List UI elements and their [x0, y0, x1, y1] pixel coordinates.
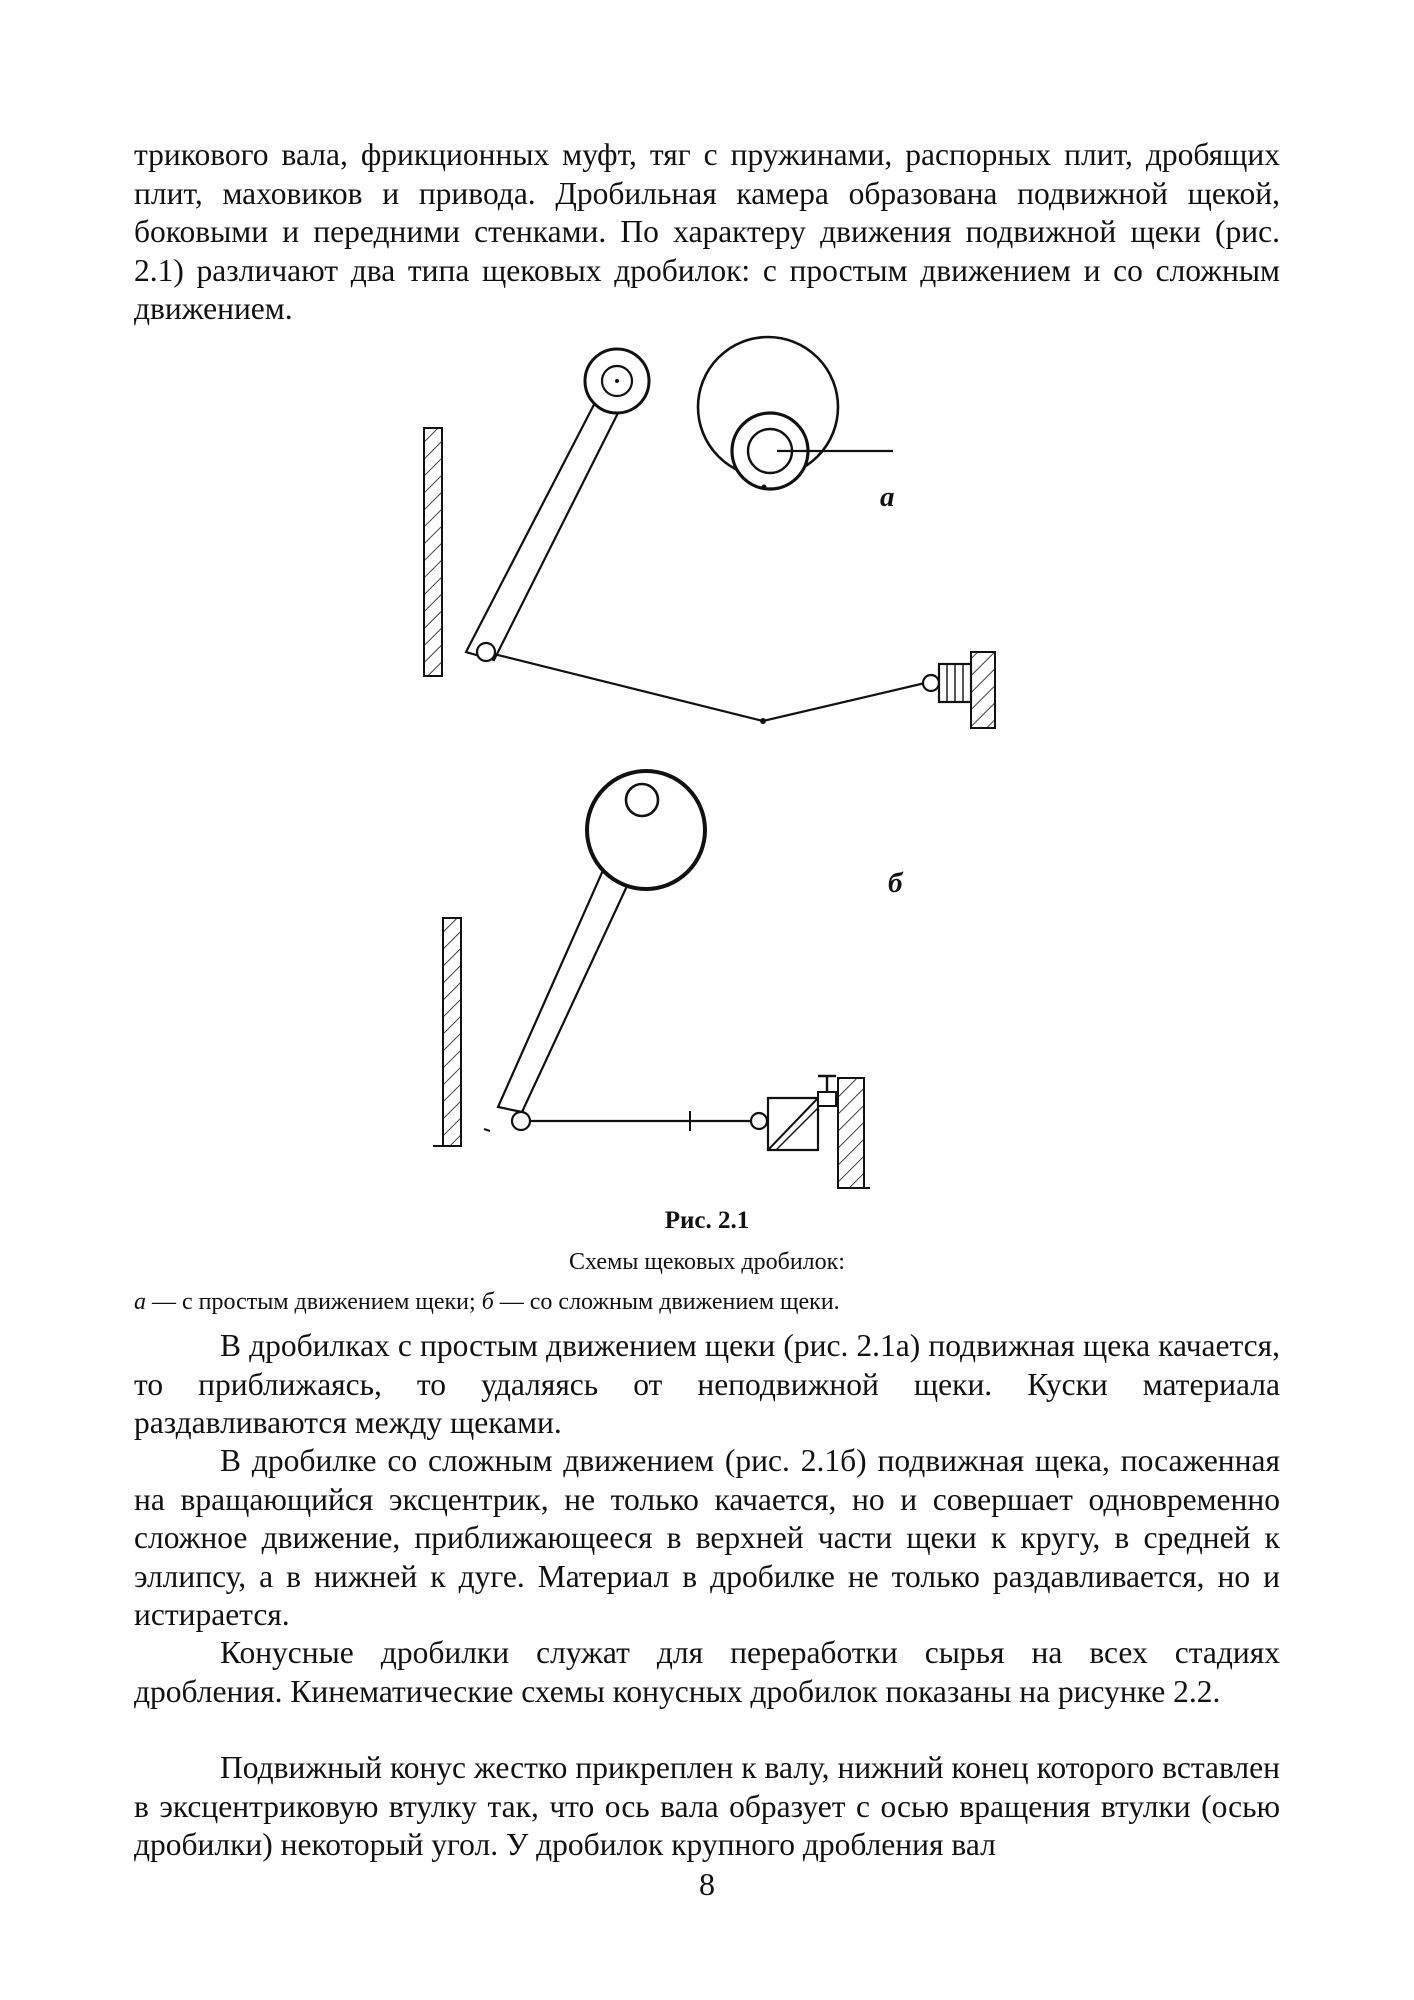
page-number: 8 [699, 1866, 715, 1902]
lower-hinge-a [477, 643, 495, 661]
linkage-a [494, 654, 925, 721]
rear-wall-b [838, 1078, 864, 1188]
scheme-b [433, 771, 904, 1188]
figure-legend: а — с простым движением щеки; б — со сложным движением щеки. [134, 1289, 840, 1315]
paragraph-movable-cone: Подвижный конус жестко прикреплен к валу, нижний конец которого вставлен в эксцентриковую втулку так, что ось вала образует с осью вращения втулки (осью дробилки) некоторый угол. У дробилок крупного дробления вал [134, 1750, 1280, 1862]
fixed-jaw-b [443, 918, 461, 1146]
paragraph-cone-crushers: Конусные дробилки служат для переработки сырья на всех стадиях дробления. Кинематические схемы конусных дробилок показаны на рисунке 2.2. [134, 1635, 1280, 1709]
scheme-a [424, 337, 995, 728]
label-a: а [880, 481, 895, 513]
lower-hinge-b [512, 1112, 530, 1130]
paragraph-simple-motion: В дробилках с простым движением щеки (рис. 2.1а) подвижная щека качается, то приближаясь, то удаляясь от неподвижной щеки. Куски материала раздавливаются между щеками. [134, 1328, 1280, 1440]
figure-title: Рис. 2.1 [664, 1207, 750, 1234]
figure-subtitle: Схемы щековых дробилок: [569, 1249, 845, 1275]
movable-jaw-a [466, 393, 624, 660]
rear-wall-a [971, 652, 995, 728]
label-b: б [888, 867, 903, 899]
eccentric-shaft-b [626, 784, 658, 816]
movable-jaw-b [498, 850, 640, 1112]
paragraph-complex-motion: В дробилке со сложным движением (рис. 2.1б) подвижная щека, посаженная на вращающийся эксцентрик, не только качается, но и совершает одновременно сложное движение, приближающееся в верхней части щеки к кругу, в средней к эллипсу, а в нижней к дуге. Материал в дробилке не только раздавливается, но и истирается. [134, 1443, 1280, 1632]
paragraph-intro: трикового вала, фрикционных муфт, тяг с пружинами, распорных плит, дробящих плит, маховиков и привода. Дробильная камера образована подвижной щекой, боковыми и передними стенками. По характеру движения подвижной щеки (рис. 2.1) различают два типа щековых дробилок: с простым движением и со сложным движением. [134, 137, 1280, 326]
fixed-jaw-a [424, 428, 442, 676]
